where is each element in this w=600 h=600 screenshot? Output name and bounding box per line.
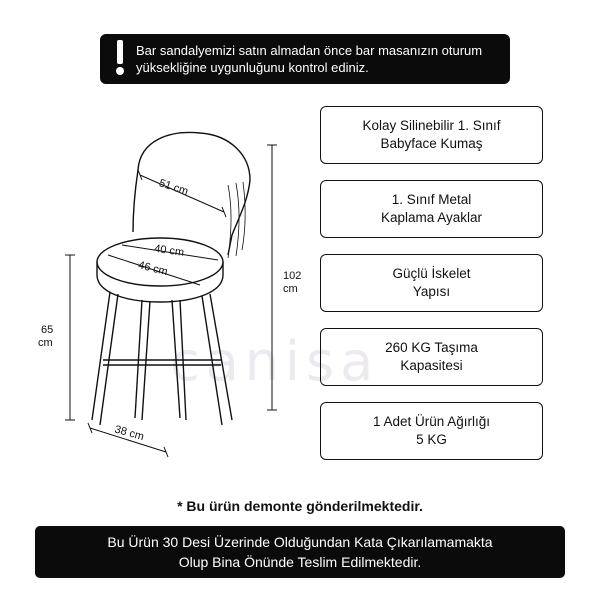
feature-box-fabric: Kolay Silinebilir 1. Sınıf Babyface Kumaş [320, 106, 543, 164]
dim-seat-height-value: 65 [41, 324, 54, 336]
delivery-notice: Bu Ürün 30 Desi Üzerinde Olduğundan Kata Çıkarılamamakta Olup Bina Önünde Teslim Edilmektedir. [35, 526, 565, 578]
feature-box-capacity: 260 KG Taşıma Kapasitesi [320, 328, 543, 386]
feature-box-legs: 1. Sınıf Metal Kaplama Ayaklar [320, 180, 543, 238]
exclamation-icon [108, 34, 132, 84]
watermark: canisa [170, 330, 380, 393]
warning-text: Bar sandalyemizi satın almadan önce bar masanızın oturum yüksekliğine uygunluğunu kontrol ediniz. [136, 43, 483, 75]
warning-banner [100, 34, 510, 84]
dim-total-height-value: 102 [283, 270, 302, 282]
dim-seat-depth: 40 cm [153, 242, 185, 259]
chair-drawing [0, 95, 310, 475]
dim-backrest-width: 51 cm [157, 177, 190, 198]
dim-seat-height-unit: cm [38, 337, 53, 349]
dim-total-height-unit: cm [283, 283, 298, 295]
dim-seat-width: 46 cm [136, 259, 169, 279]
assembly-note: * Bu ürün demonte gönderilmektedir. [177, 498, 423, 514]
feature-box-frame: Güçlü İskelet Yapısı [320, 254, 543, 312]
feature-box-weight: 1 Adet Ürün Ağırlığı 5 KG [320, 402, 543, 460]
dim-base-width: 38 cm [113, 423, 146, 444]
